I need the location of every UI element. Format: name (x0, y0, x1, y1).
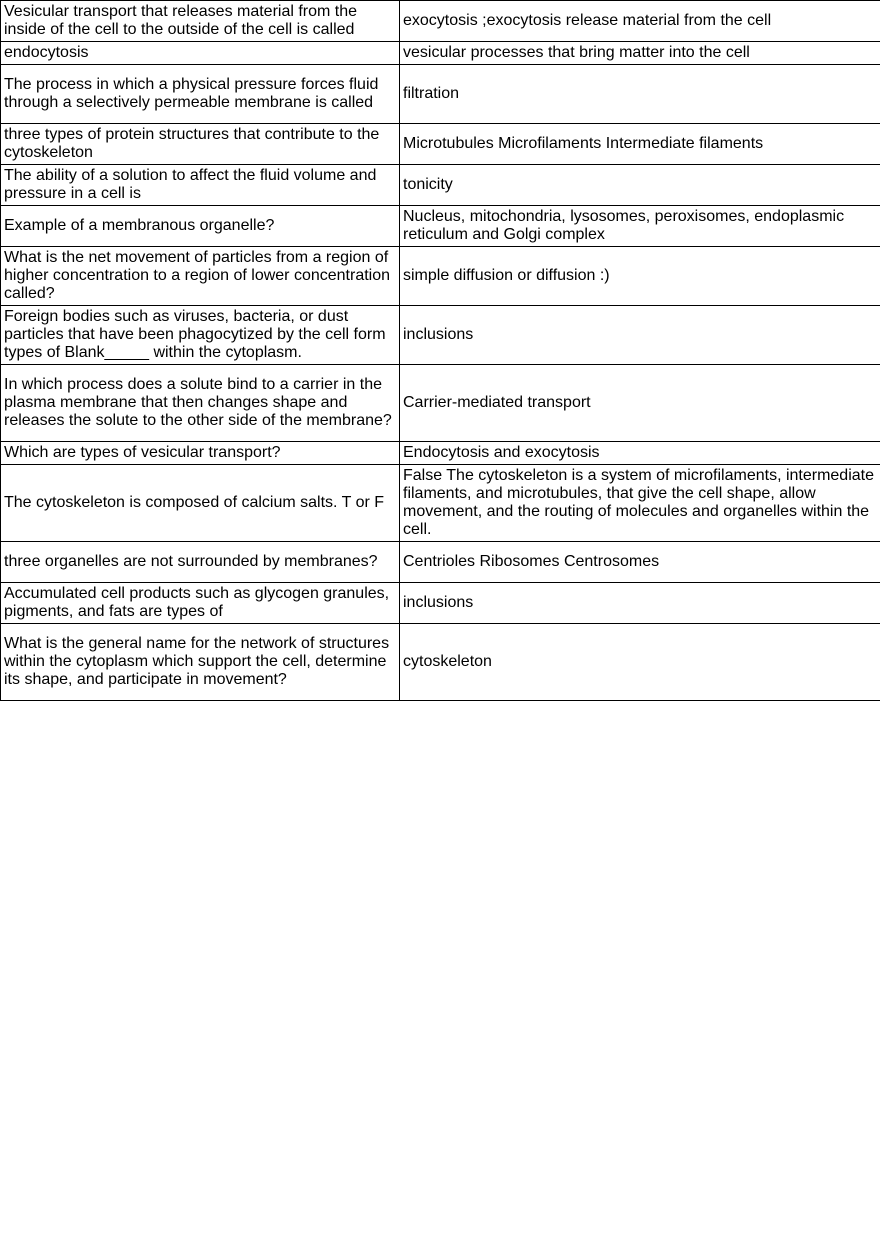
answer-cell: inclusions (400, 306, 880, 365)
table-row (1, 124, 880, 165)
table-row (1, 206, 880, 247)
answer-cell: Microtubules Microfilaments Intermediate filaments (400, 124, 880, 165)
question-cell: Foreign bodies such as viruses, bacteria, or dust particles that have been phagocytized by the cell form types of Blank_____ within the cytoplasm. (1, 306, 400, 365)
table-row (1, 306, 880, 365)
answer-cell: Carrier-mediated transport (400, 365, 880, 442)
question-cell: What is the net movement of particles from a region of higher concentration to a region of lower concentration called? (1, 247, 400, 306)
table-row (1, 42, 880, 65)
question-cell: Accumulated cell products such as glycogen granules, pigments, and fats are types of (1, 583, 400, 624)
table-row (1, 624, 880, 701)
answer-cell: vesicular processes that bring matter into the cell (400, 42, 880, 65)
question-cell: Which are types of vesicular transport? (1, 442, 400, 465)
question-cell: In which process does a solute bind to a carrier in the plasma membrane that then changes shape and releases the solute to the other side of the membrane? (1, 365, 400, 442)
answer-cell: filtration (400, 65, 880, 124)
table-row (1, 583, 880, 624)
question-cell: three types of protein structures that contribute to the cytoskeleton (1, 124, 400, 165)
question-cell: three organelles are not surrounded by membranes? (1, 542, 400, 583)
table-row (1, 442, 880, 465)
question-cell: What is the general name for the network of structures within the cytoplasm which support the cell, determine its shape, and participate in movement? (1, 624, 400, 701)
answer-cell: Endocytosis and exocytosis (400, 442, 880, 465)
question-cell: The process in which a physical pressure forces fluid through a selectively permeable membrane is called (1, 65, 400, 124)
question-cell: Example of a membranous organelle? (1, 206, 400, 247)
table-row (1, 465, 880, 542)
table-row (1, 542, 880, 583)
question-cell: The ability of a solution to affect the fluid volume and pressure in a cell is (1, 165, 400, 206)
table-row (1, 247, 880, 306)
table-row (1, 165, 880, 206)
table-row (1, 1, 880, 42)
answer-cell: exocytosis ;exocytosis release material from the cell (400, 1, 880, 42)
question-cell: endocytosis (1, 42, 400, 65)
table-row (1, 65, 880, 124)
answer-cell: simple diffusion or diffusion :) (400, 247, 880, 306)
answer-cell: Nucleus, mitochondria, lysosomes, peroxisomes, endoplasmic reticulum and Golgi complex (400, 206, 880, 247)
answer-cell: inclusions (400, 583, 880, 624)
answer-cell: cytoskeleton (400, 624, 880, 701)
answer-cell: Centrioles Ribosomes Centrosomes (400, 542, 880, 583)
question-cell: Vesicular transport that releases material from the inside of the cell to the outside of the cell is called (1, 1, 400, 42)
question-cell: The cytoskeleton is composed of calcium salts. T or F (1, 465, 400, 542)
answer-cell: tonicity (400, 165, 880, 206)
table-row (1, 365, 880, 442)
answer-cell: False The cytoskeleton is a system of microfilaments, intermediate filaments, and microtubules, that give the cell shape, allow movement, and the routing of molecules and organelles within the cell. (400, 465, 880, 542)
